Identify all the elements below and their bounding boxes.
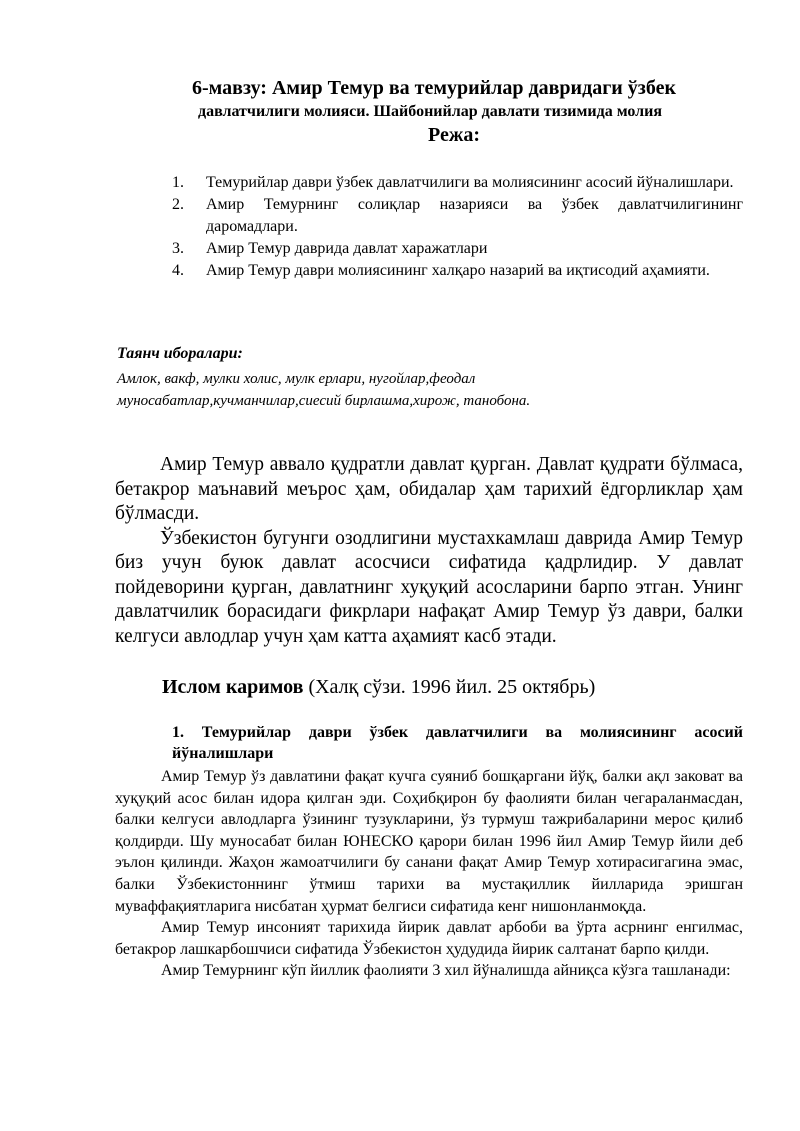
quote-paragraph: Ўзбекистон бугунги озодлигини мустахкамлаш даврида Амир Темур биз учун буюк давлат асосчиси сифатида қадрлидир. У давлат пойдеворини қурган, давлатнинг хуқуқий асосларини барпо этган. Унинг давлатчилик борасидаги фикрлари нафақат Амир Темур ўз даври, балки келгуси авлодлар учун ҳам катта аҳамият касб этади.	[115, 527, 743, 647]
plan-item-text: Темурийлар даври ўзбек давлатчилиги ва молиясининг асосий йўналишлари.	[206, 174, 734, 191]
plan-heading: Режа:	[428, 124, 480, 146]
plan-item	[172, 172, 743, 194]
plan-item-text: Амир Темурнинг солиқлар назарияси ва ўзбек давлатчилигининг даромадлари.	[206, 196, 743, 235]
epigraph-quote	[115, 453, 743, 649]
body-paragraph: Амир Темур ўз давлатини фақат кучга суяниб бошқаргани йўқ, балки ақл заковат ва хуқуқий асос билан идора қилган эди. Соҳибқирон бу фаолияти билан чегараланмасдан, балки келгуси авлодларга ўзининг тузукларини, ўз турмуш тажрибаларини мерос қилиб қолдирди. Шу муносабат билан ЮНЕСКО қарори билан 1996 йил Амир Темур йили деб эълон қилинди. Жаҳон жамоатчилиги бу санани фақат Амир Темур хотирасигагина эмас, балки Ўзбекистоннинг ўтмиш тарихи ва мустақиллик йилларида эришган муваффақиятларига нисбатан ҳурмат белгиси сифатида кенг нишонланмоқда.	[115, 768, 743, 915]
section-heading: 1. Темурийлар даври ўзбек давлатчилиги ва молиясининг асосий йўналишлари	[172, 724, 743, 762]
body-paragraph: Амир Темур инсоният тарихида йирик давлат арбоби ва ўрта асрнинг енгилмас, бетакрор лашкарбошчиси сифатида Ўзбекистон ҳудудида йирик салтанат барпо қилди.	[115, 919, 743, 958]
body-paragraph: Амир Темурнинг кўп йиллик фаолияти 3 хил йўналишда айниқса кўзга ташланади:	[161, 962, 731, 980]
quote-source: (Халқ сўзи. 1996 йил. 25 октябрь)	[303, 676, 596, 698]
plan-item	[172, 260, 743, 282]
plan-item-number: 2.	[172, 196, 184, 213]
plan-item-number: 4.	[172, 262, 184, 279]
quote-paragraph: Амир Темур аввало қудратли давлат қурган. Давлат қудрати бўлмаса, бетакрор маънавий меърос ҳам, обидалар ҳам тарихий ёдгорликлар ҳам бўлмасди.	[115, 454, 743, 524]
plan-item-text: Амир Темур даврида давлат харажатлари	[206, 240, 488, 257]
plan-item-number: 3.	[172, 240, 184, 257]
keywords-text: Амлок, вакф, мулки холис, мулк ерлари, нугойлар,феодал муносабатлар,кучманчилар,сиесий бирлашма,хирож, танобона.	[117, 371, 531, 409]
plan-list	[172, 172, 743, 282]
plan-item-text: Амир Темур даври молиясининг халқаро назарий ва иқтисодий аҳамияти.	[206, 262, 710, 279]
plan-item	[172, 194, 743, 238]
section-body	[115, 766, 743, 982]
topic-title-line1: 6-мавзу: Амир Темур ва темурийлар давридаги ўзбек	[192, 77, 676, 99]
quote-author: Ислом каримов	[162, 676, 304, 698]
topic-title-line2: давлатчилиги молияси. Шайбонийлар давлати тизимида молия	[197, 103, 663, 120]
plan-item-number: 1.	[172, 174, 184, 191]
keywords-heading: Таянч иборалари:	[117, 345, 243, 362]
quote-attribution	[162, 676, 595, 699]
plan-item	[172, 238, 743, 260]
